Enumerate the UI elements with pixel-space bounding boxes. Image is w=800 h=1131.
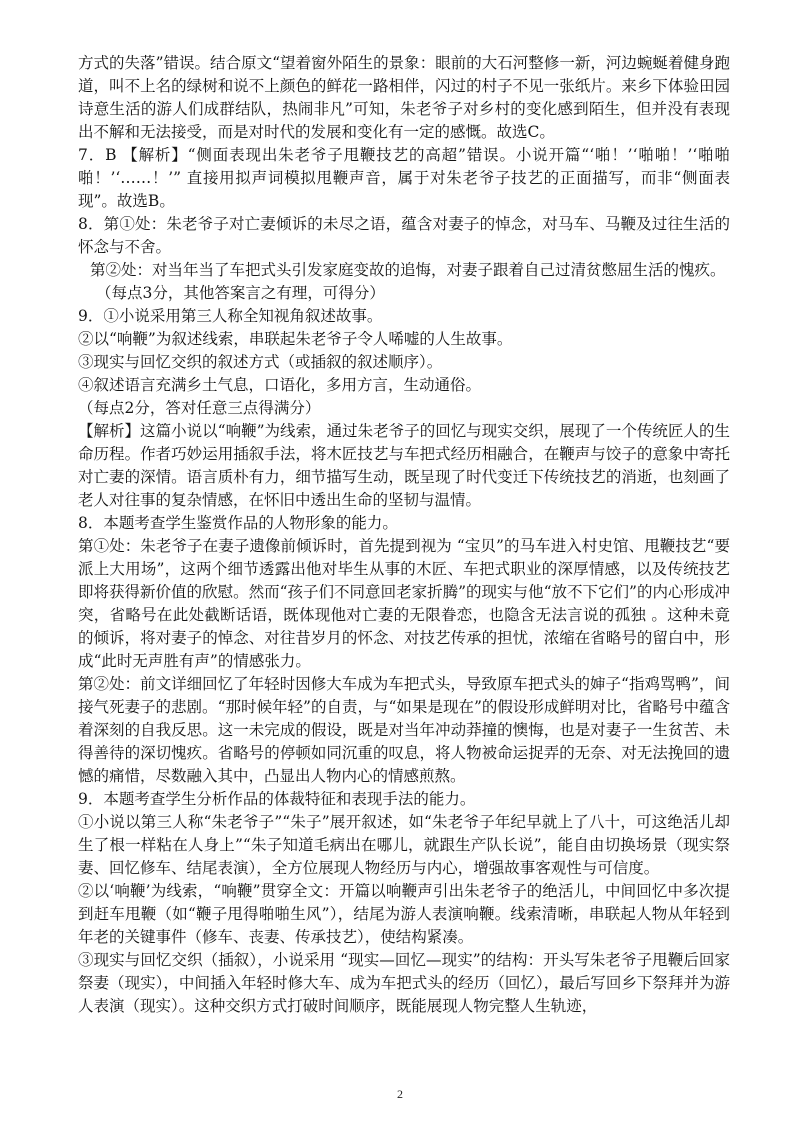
paragraph-analysis-summary: 【解析】这篇小说以“响鞭”为线索，通过朱老爷子的回忆与现实交织，展现了一个传统匠人的生命历程。作者巧妙运用插叙手法，将木匠技艺与车把式经历相融合，在鞭声与饺子的意象中寄托对亡妻的深情。语言质朴有力，细节描写生动，既呈现了时代变迁下传统技艺的消逝，也刻画了老人对往事的复杂情感，在怀旧中透出生命的坚韧与温情。 (78, 422, 730, 509)
paragraph-q8-analysis-point1: 第①处：朱老爷子在妻子遗像前倾诉时，首先提到视为 “宝贝”的马车进入村史馆、甩鞭技艺“要派上大用场”，这两个细节透露出他对毕生从事的木匠、车把式职业的深厚情感，以及传统技艺即将获得新价值的欣慰。然而“孩子们不同意回老家折腾”的现实与他“放不下它们”的内心形成冲突，省略号在此处截断话语，既体现他对亡妻的无限眷恋，也隐含无法言说的孤独 。这种未竟的倾诉，将对妻子的悼念、对往昔岁月的怀念、对技艺传承的担忧，浓缩在省略号的留白中，形成“此时无声胜有声”的情感张力。 (78, 537, 730, 670)
paragraph-q9-analysis-point3: ③现实与回忆交织（插叙），小说采用 “现实—回忆—现实”的结构：开头写朱老爷子甩鞭后回家祭妻（现实），中间插入年轻时修大车、成为车把式头的经历（回忆），最后写回乡下祭拜并为游人表演（现实）。这种交织方式打破时间顺序，既能展现人物完整人生轨迹， (78, 951, 730, 1015)
paragraph-q9-point4: ④叙述语言充满乡土气息，口语化，多用方言，生动通俗。 (78, 376, 482, 394)
paragraph-q9-analysis-point2: ②以‘响鞭’为线索，“响鞭”贯穿全文：开篇以响鞭声引出朱老爷子的绝活儿，中间回忆中多次提到赶车甩鞭（如“鞭子甩得啪啪生风”），结尾为游人表演响鞭。线索清晰，串联起人物从年轻到年老的关键事件（修车、丧妻、传承技艺），使结构紧凑。 (78, 882, 730, 946)
paragraph-q8-analysis-heading: 8．本题考查学生鉴赏作品的人物形象的能力。 (78, 514, 398, 532)
paragraph-q9-point3: ③现实与回忆交织的叙述方式（或插叙的叙述顺序）。 (78, 353, 443, 371)
page-number: 2 (397, 1087, 403, 1101)
paragraph-q9-analysis-point1: ①小说以第三人称“朱老爷子”“朱子”展开叙述，如“朱老爷子年纪早就上了八十，可这绝活儿却生了根一样粘在人身上”“朱子知道毛病出在哪儿，就跟生产队长说”，能自由切换场景（现实祭妻、回忆修车、结尾表演），全方位展现人物经历与内心，增强故事客观性与可信度。 (78, 813, 730, 877)
paragraph-q9-point2: ②以“响鞭”为叙述线索，串联起朱老爷子令人唏嘘的人生故事。 (78, 330, 513, 348)
paragraph-q9-analysis-heading: 9．本题考查学生分析作品的体裁特征和表现手法的能力。 (78, 790, 476, 808)
paragraph-q8-point1: 8．第①处：朱老爷子对亡妻倾诉的未尽之语，蕴含对妻子的悼念，对马车、马鞭及过往生活的怀念与不舍。 (78, 215, 730, 256)
paragraph-q9-scoring: （每点2分，答对任意三点得满分） (78, 399, 321, 417)
paragraph-q8-analysis-point2: 第②处：前文详细回忆了年轻时因修大车成为车把式头，导致原车把式头的婶子“指鸡骂鸭”，间接气死妻子的悲剧。“那时候年轻”的自责，与“如果是现在”的假设形成鲜明对比，省略号中蕴含着深刻的自我反思。这一未完成的假设，既是对当年冲动莽撞的懊悔，也是对妻子一生贫苦、未得善待的深切愧疚。省略号的停顿如同沉重的叹息，将人物被命运捉弄的无奈、对无法挽回的遗憾的痛惜，尽数融入其中，凸显出人物内心的情感煎熬。 (78, 675, 730, 785)
paragraph-q9-point1: 9．①小说采用第三人称全知视角叙述故事。 (78, 307, 383, 325)
paragraph-q6-continued: 方式的失落”错误。结合原文“望着窗外陌生的景象：眼前的大石河整修一新，河边蜿蜒着健身跑道，叫不上名的绿树和说不上颜色的鲜花一路相伴，闪过的村子不见一张纸片。来乡下体验田园诗意生活的游人们成群结队，热闹非凡”可知，朱老爷子对乡村的变化感到陌生，但并没有表现出不解和无法接受，而是对时代的发展和变化有一定的感慨。故选C。 (78, 54, 730, 141)
paragraph-q8-scoring: （每点3分，其他答案言之有理，可得分） (96, 284, 385, 302)
answer-text-body (78, 52, 730, 1018)
paragraph-q7-answer: 7．B 【解析】“侧面表现出朱老爷子甩鞭技艺的高超”错误。小说开篇“‘啪！’‘啪啪！’‘啪啪啪！’‘……！’” 直接用拟声词模拟甩鞭声音，属于对朱老爷子技艺的正面描写，而非“侧面表现”。故选B。 (78, 146, 730, 210)
paragraph-q8-point2: 第②处：对当年当了车把式头引发家庭变故的追悔，对妻子跟着自己过清贫憋屈生活的愧疚。 (90, 261, 726, 279)
